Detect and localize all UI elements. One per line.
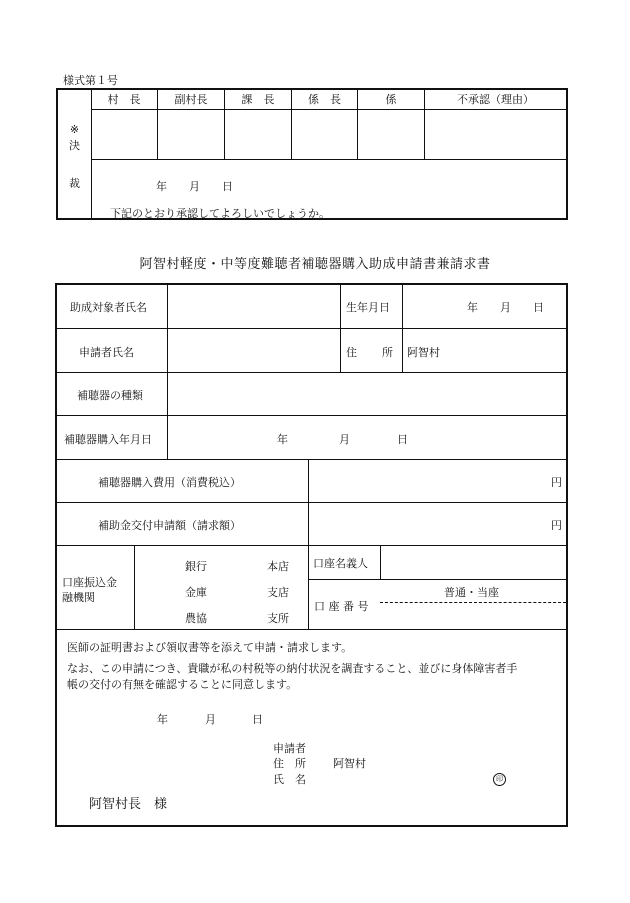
declaration-date-year[interactable]: 年 (157, 713, 168, 726)
subject-name-label: 助成対象者氏名 (70, 301, 147, 314)
seal-mark: 印 (493, 773, 506, 786)
declaration-line3: 帳の交付の有無を確認することに同意します。 (67, 678, 298, 691)
header-disapproval-reason: 不承認（理由） (425, 90, 566, 110)
header-deputy-chief: 副村長 (158, 90, 225, 110)
subject-name-field[interactable] (168, 285, 340, 328)
header-staff: 係 (358, 90, 425, 110)
declaration-line1: 医師の証明書および領収書等を添えて申請・請求します。 (67, 641, 353, 654)
applicant-label: 申請者 (273, 742, 306, 755)
address-value[interactable]: 阿智村 (407, 346, 440, 359)
bank-type-agri: 農協 (185, 612, 207, 625)
applicant-name-field[interactable] (168, 329, 340, 372)
header-village-chief: 村 長 (91, 90, 158, 110)
approval-side-char-1: 決 (69, 139, 80, 152)
address-label: 住 所 (346, 346, 394, 359)
stamp-cell-deputy-chief[interactable] (158, 110, 225, 160)
cost-unit[interactable]: 円 (551, 476, 562, 489)
header-subsection-chief: 係 長 (292, 90, 358, 110)
approval-table (56, 88, 568, 220)
document-title: 阿智村軽度・中等度難聴者補聴器購入助成申請書兼請求書 (139, 257, 491, 272)
stamp-cell-staff[interactable] (358, 110, 425, 160)
declaration-date-month[interactable]: 月 (205, 713, 216, 726)
approval-note: 下記のとおり承認してよろしいでしょうか。 (110, 207, 330, 220)
approval-side-mark: ※ (69, 123, 80, 136)
hearing-aid-type-label: 補聴器の種類 (77, 389, 143, 402)
cost-label: 補聴器購入費用（消費税込） (98, 476, 241, 489)
purchase-date-month[interactable]: 月 (339, 433, 350, 446)
hearing-aid-type-field[interactable] (168, 373, 566, 415)
account-number-field[interactable] (381, 604, 566, 628)
application-form (55, 283, 568, 827)
stamp-cell-section-chief[interactable] (225, 110, 292, 160)
bank-type-bank: 銀行 (185, 560, 207, 573)
stamp-cell-subsection-chief[interactable] (292, 110, 358, 160)
bank-label-line2: 融機関 (62, 591, 95, 604)
header-section-chief: 課 長 (225, 90, 292, 110)
birth-date-field[interactable]: 年 月 日 (467, 301, 544, 314)
bank-label-line1: 口座振込金 (62, 576, 117, 589)
purchase-date-label: 補聴器購入年月日 (64, 433, 152, 446)
applicant-name-label: 申請者氏名 (79, 346, 134, 359)
branch-type-branch: 支店 (267, 586, 289, 599)
approval-date: 年 月 日 (156, 180, 233, 193)
form-number: 様式第１号 (63, 74, 118, 87)
branch-type-sub: 支所 (267, 612, 289, 625)
account-holder-label: 口座名義人 (313, 557, 368, 570)
purchase-date-year[interactable]: 年 (277, 433, 288, 446)
stamp-cell-disapproval-reason[interactable] (425, 110, 566, 160)
branch-type-main: 本店 (267, 560, 289, 573)
birth-date-label: 生年月日 (346, 301, 390, 314)
declaration-date-day[interactable]: 日 (252, 713, 263, 726)
approval-side-column (58, 90, 92, 218)
applicant-name-sign-label: 氏 名 (273, 773, 306, 786)
subsidy-unit[interactable]: 円 (551, 519, 562, 532)
purchase-date-day[interactable]: 日 (397, 433, 408, 446)
account-number-label: 口 座 番 号 (314, 600, 369, 613)
approval-side-char-2: 裁 (69, 177, 80, 190)
account-holder-field[interactable] (381, 546, 566, 579)
bank-type-credit: 金庫 (185, 586, 207, 599)
declaration-line2: なお、この申請につき、貴職が私の村税等の納付状況を調査すること、並びに身体障害者手 (67, 662, 518, 675)
applicant-address-value[interactable]: 阿智村 (333, 757, 366, 770)
account-type[interactable]: 普通・当座 (444, 586, 499, 599)
applicant-address-label: 住 所 (273, 757, 306, 770)
addressee: 阿智村長 様 (89, 797, 168, 812)
subsidy-label: 補助金交付申請額（請求額） (98, 519, 241, 532)
stamp-cell-village-chief[interactable] (91, 110, 158, 160)
